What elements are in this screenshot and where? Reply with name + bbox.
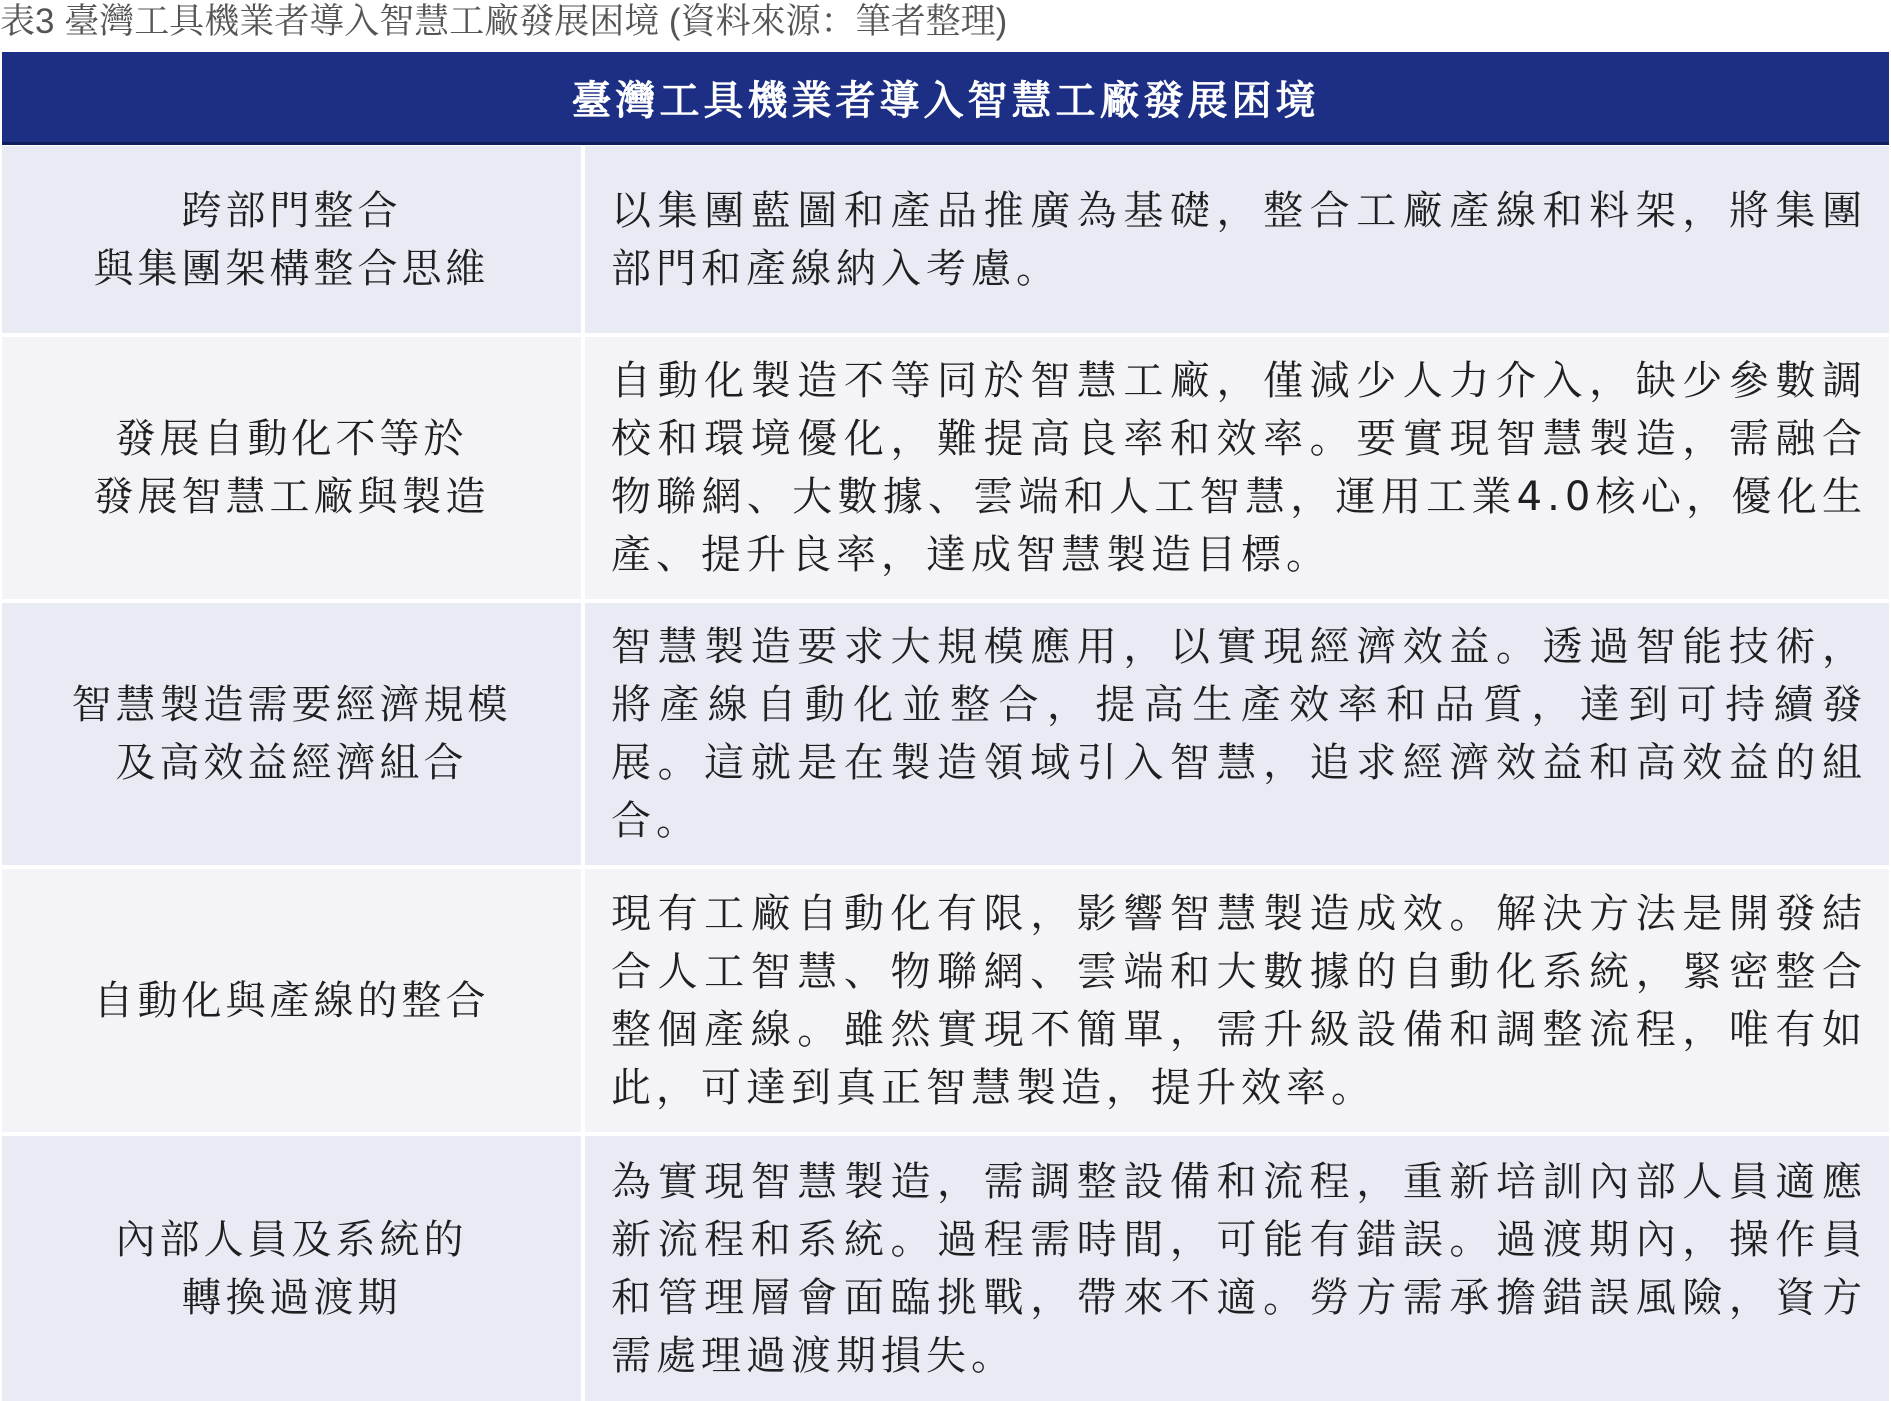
table-row <box>2 1136 1889 1401</box>
row-title-cell <box>2 1136 581 1401</box>
row-description: 為實現智慧製造，需調整設備和流程，重新培訓內部人員適應新流程和系統。過程需時間，可能有錯誤。過渡期內，操作員和管理層會面臨挑戰，帶來不適。勞方需承擔錯誤風險，資方需處理過渡期損失。 <box>611 1158 1867 1379</box>
row-title: 自動化與產線的整合 <box>93 977 490 1024</box>
row-description-cell <box>585 1136 1889 1401</box>
row-title: 跨部門整合 與集團架構整合思維 <box>93 187 490 292</box>
row-title: 內部人員及系統的 轉換過渡期 <box>115 1216 468 1321</box>
row-title: 發展自動化不等於 發展智慧工廠與製造 <box>93 416 490 520</box>
table-row <box>2 337 1889 599</box>
table-header: 臺灣工具機業者導入智慧工廠發展困境 <box>2 52 1889 145</box>
row-description-cell <box>585 337 1889 599</box>
table-row <box>2 603 1889 865</box>
row-description: 現有工廠自動化有限，影響智慧製造成效。解決方法是開發結合人工智慧、物聯網、雲端和大數據的自動化系統，緊密整合整個產線。雖然實現不簡單，需升級設備和調整流程，唯有如此，可達到真正智慧製造，提升效率。 <box>611 890 1867 1111</box>
row-title-cell <box>2 869 581 1132</box>
table-row <box>2 869 1889 1132</box>
row-title-cell <box>2 337 581 599</box>
row-description: 以集團藍圖和產品推廣為基礎，整合工廠產線和料架，將集團部門和產線納入考慮。 <box>611 187 1867 292</box>
row-title: 智慧製造需要經濟規模 及高效益經濟組合 <box>71 682 512 786</box>
row-description-cell <box>585 146 1889 333</box>
row-description-cell <box>585 603 1889 865</box>
row-title-cell <box>2 146 581 333</box>
row-description: 智慧製造要求大規模應用，以實現經濟效益。透過智能技術，將產線自動化並整合，提高生產效率和品質，達到可持續發展。這就是在製造領域引入智慧，追求經濟效益和高效益的組合。 <box>611 624 1867 844</box>
table-row <box>2 146 1889 333</box>
row-title-cell <box>2 603 581 865</box>
difficulties-table <box>2 52 1889 1401</box>
row-description: 自動化製造不等同於智慧工廠，僅減少人力介入，缺少參數調校和環境優化，難提高良率和效率。要實現智慧製造，需融合物聯網、大數據、雲端和人工智慧，運用工業4.0核心，優化生產、提升良率，達成智慧製造目標。 <box>611 358 1867 578</box>
row-description-cell <box>585 869 1889 1132</box>
table-caption: 表3 臺灣工具機業者導入智慧工廠發展困境 (資料來源：筆者整理) <box>0 2 1008 41</box>
